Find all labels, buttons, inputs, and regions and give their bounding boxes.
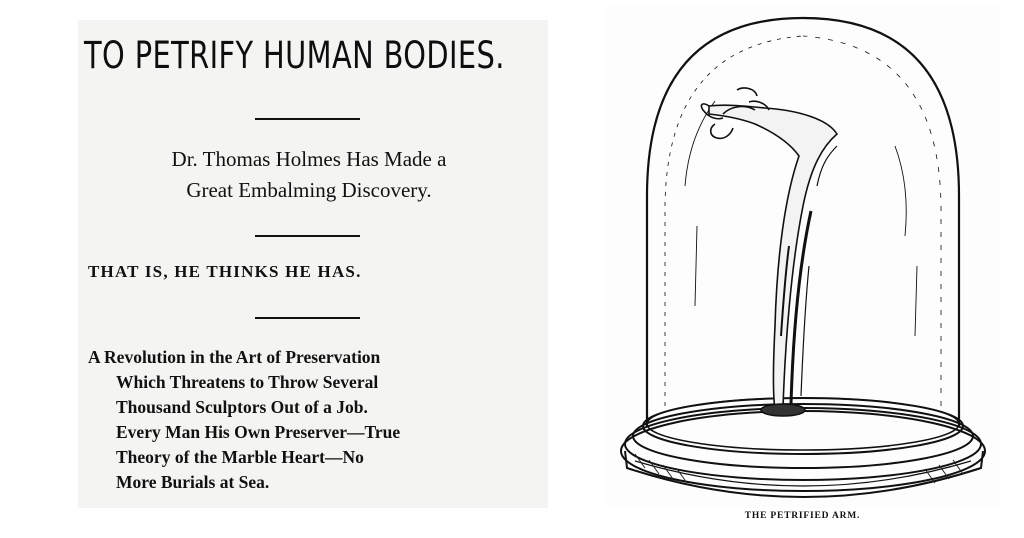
illustration-caption: THE PETRIFIED ARM.	[744, 511, 861, 521]
summary-line: A Revolution in the Art of Preservation	[88, 347, 381, 367]
subheadline-line: Great Embalming Discovery.	[186, 178, 432, 202]
summary-line: More Burials at Sea.	[116, 472, 270, 492]
divider-rule	[255, 118, 360, 120]
summary-deck	[88, 345, 538, 495]
divider-rule	[255, 317, 360, 319]
arm	[701, 88, 837, 416]
summary-line: Which Threatens to Throw Several	[116, 372, 379, 392]
petrified-arm-illustration	[605, 6, 1000, 508]
summary-line: Every Man His Own Preserver—True	[116, 422, 401, 442]
headline: TO PETRIFY HUMAN BODIES.	[84, 34, 505, 77]
summary-line: Thousand Sculptors Out of a Job.	[116, 397, 368, 417]
glass-dome	[647, 18, 959, 450]
subheadline-line: Dr. Thomas Holmes Has Made a	[171, 147, 447, 171]
divider-rule	[255, 235, 360, 237]
summary-line: Theory of the Marble Heart—No	[116, 447, 364, 467]
subheadline-secondary: THAT IS, HE THINKS HE HAS.	[88, 262, 362, 281]
subheadline-primary	[84, 144, 534, 206]
